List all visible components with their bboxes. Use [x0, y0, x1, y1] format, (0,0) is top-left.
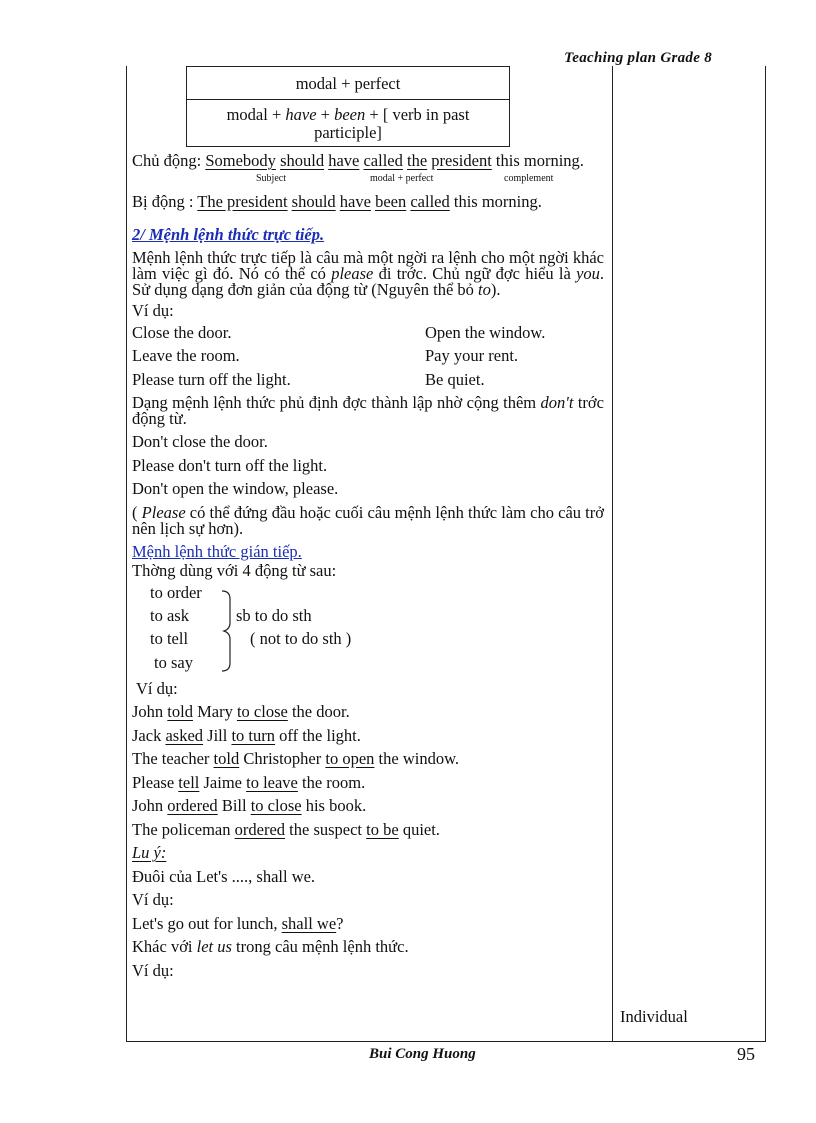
- curly-brace-icon: [220, 589, 234, 673]
- verb-item: to order: [150, 582, 202, 602]
- indirect-example: The teacher told Christopher to open the window.: [132, 749, 460, 768]
- verb-list: [132, 583, 604, 677]
- note-example: Let's go out for lunch, shall we?: [132, 913, 344, 933]
- negative-explanation: Dạng mệnh lệnh thức phủ định đợc thành lập nhờ cộng thêm don't trớc động từ.: [132, 393, 604, 428]
- note-title: Lu ý:: [132, 843, 167, 862]
- example-label: Ví dụ:: [132, 300, 174, 320]
- negative-example: Don't close the door.: [132, 432, 268, 451]
- note-line: Đuôi của Let's ...., shall we.: [132, 866, 316, 886]
- note-line: Khác với let us trong câu mệnh lệnh thức.: [132, 937, 409, 956]
- politeness-note: ( Please có thể đứng đầu hoặc cuối câu mệnh lệnh thức làm cho câu trở nên lịch sự hơn).: [132, 502, 604, 538]
- verb-item: to say: [154, 652, 193, 672]
- indirect-example: John ordered Bill to close his book.: [132, 796, 367, 815]
- formula-row-1: modal + perfect: [187, 67, 509, 100]
- example-row: Leave the room. Pay your rent.: [132, 346, 519, 365]
- indirect-intro: Thờng dùng với 4 động từ sau:: [132, 560, 337, 580]
- footer-author: Bui Cong Huong: [369, 1046, 476, 1062]
- negative-example: Don't open the window, please.: [132, 479, 339, 498]
- indirect-example: Jack asked Jill to turn off the light.: [132, 725, 361, 745]
- indirect-example: Please tell Jaime to leave the room.: [132, 772, 366, 792]
- verb-item: to ask: [150, 605, 189, 625]
- indirect-example: John told Mary to close the door.: [132, 702, 350, 721]
- direct-explanation: Mệnh lệnh thức trực tiếp là câu mà một ngời ra lệnh cho một ngời khác làm việc gì đó. Nó có thể có please đi trớc. Chủ ngữ đợc hiểu là you. Sử dụng dạng đơn giản của động từ (Nguyên thể bỏ to).: [132, 247, 605, 299]
- grammar-labels: Subject modal + perfect complement: [256, 173, 554, 184]
- indirect-example: The policeman ordered the suspect to be quiet.: [132, 819, 440, 839]
- section-title-indirect: Mệnh lệnh thức gián tiếp.: [132, 541, 302, 561]
- example-label: Ví dụ:: [132, 890, 174, 909]
- verb-pattern: sb to do sth: [236, 605, 312, 625]
- negative-example: Please don't turn off the light.: [132, 455, 328, 475]
- page-header: Teaching plan Grade 8: [564, 50, 712, 66]
- example-row: Close the door. Open the window.: [132, 322, 546, 342]
- column-divider: [612, 66, 613, 1041]
- side-column-note: Individual: [620, 1007, 688, 1026]
- example-label: Ví dụ:: [132, 960, 174, 980]
- verb-pattern-negative: ( not to do sth ): [250, 628, 352, 648]
- active-sentence: Chủ động: Somebody should have called the president this morning.: [132, 151, 584, 170]
- formula-box: [186, 66, 510, 147]
- example-label: Ví dụ:: [136, 678, 178, 698]
- formula-row-2: modal + have + been + [ verb in past participle]: [226, 105, 470, 142]
- section-title-direct: 2/ Mệnh lệnh thức trực tiếp.: [132, 224, 325, 244]
- example-row: Please turn off the light. Be quiet.: [132, 369, 485, 389]
- lesson-content: [132, 66, 604, 982]
- verb-item: to tell: [150, 628, 189, 648]
- passive-sentence: Bị động : The president should have been called this morning.: [132, 192, 542, 211]
- page-number: 95: [737, 1044, 755, 1064]
